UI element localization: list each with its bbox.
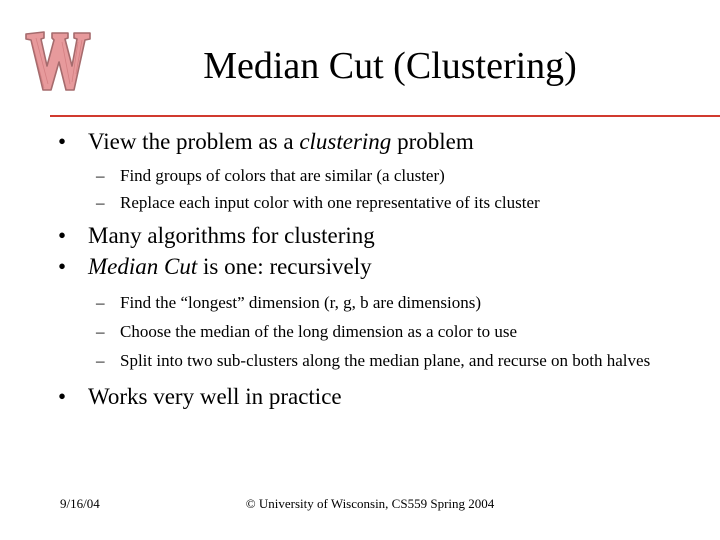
- dash-icon: –: [96, 351, 105, 370]
- bullet-3: [58, 253, 698, 281]
- sub-bullet-text: Choose the median of the long dimension as a color to use: [120, 322, 518, 341]
- wisconsin-w-logo-icon: [22, 26, 94, 98]
- sub-bullet-text: Find the “longest” dimension (r, g, b are dimensions): [120, 293, 481, 312]
- slide-title: Median Cut (Clustering): [203, 45, 577, 87]
- bullet-1-emph: clustering: [299, 129, 392, 154]
- bullet-3-emph: Median Cut: [88, 254, 198, 279]
- bullet-1: [58, 128, 698, 156]
- dash-icon: –: [96, 293, 105, 312]
- bullet-3-text: is one: recursively: [197, 254, 372, 279]
- sub-bullet-text: Replace each input color with one representative of its cluster: [120, 193, 540, 212]
- footer-date: 9/16/04: [60, 496, 100, 511]
- bullet-icon: •: [58, 254, 67, 279]
- bullet-1-text-b: problem: [391, 129, 474, 154]
- bullet-icon: •: [58, 223, 67, 248]
- dash-icon: –: [96, 166, 105, 185]
- bullet-2-text: Many algorithms for clustering: [88, 223, 375, 248]
- bullet-2: [58, 222, 698, 250]
- sub-bullet-3-1: [58, 293, 698, 313]
- slide-body: [58, 128, 698, 411]
- bullet-4: [58, 383, 698, 411]
- sub-bullet-1-1: [58, 166, 698, 186]
- sub-bullet-3-2: [58, 322, 698, 342]
- title-divider: [50, 115, 720, 117]
- bullet-icon: •: [58, 129, 67, 154]
- bullet-1-text-a: View the problem as a: [88, 129, 300, 154]
- sub-bullet-1-2: [58, 193, 698, 213]
- dash-icon: –: [96, 193, 105, 212]
- sub-bullet-3-3: [58, 351, 698, 371]
- bullet-icon: •: [58, 384, 67, 409]
- dash-icon: –: [96, 322, 105, 341]
- sub-bullet-text: Split into two sub-clusters along the median plane, and recurse on both halves: [120, 351, 651, 370]
- sub-bullet-text: Find groups of colors that are similar (a cluster): [120, 166, 445, 185]
- bullet-4-text: Works very well in practice: [88, 384, 342, 409]
- footer-copyright: © University of Wisconsin, CS559 Spring 2004: [245, 496, 495, 511]
